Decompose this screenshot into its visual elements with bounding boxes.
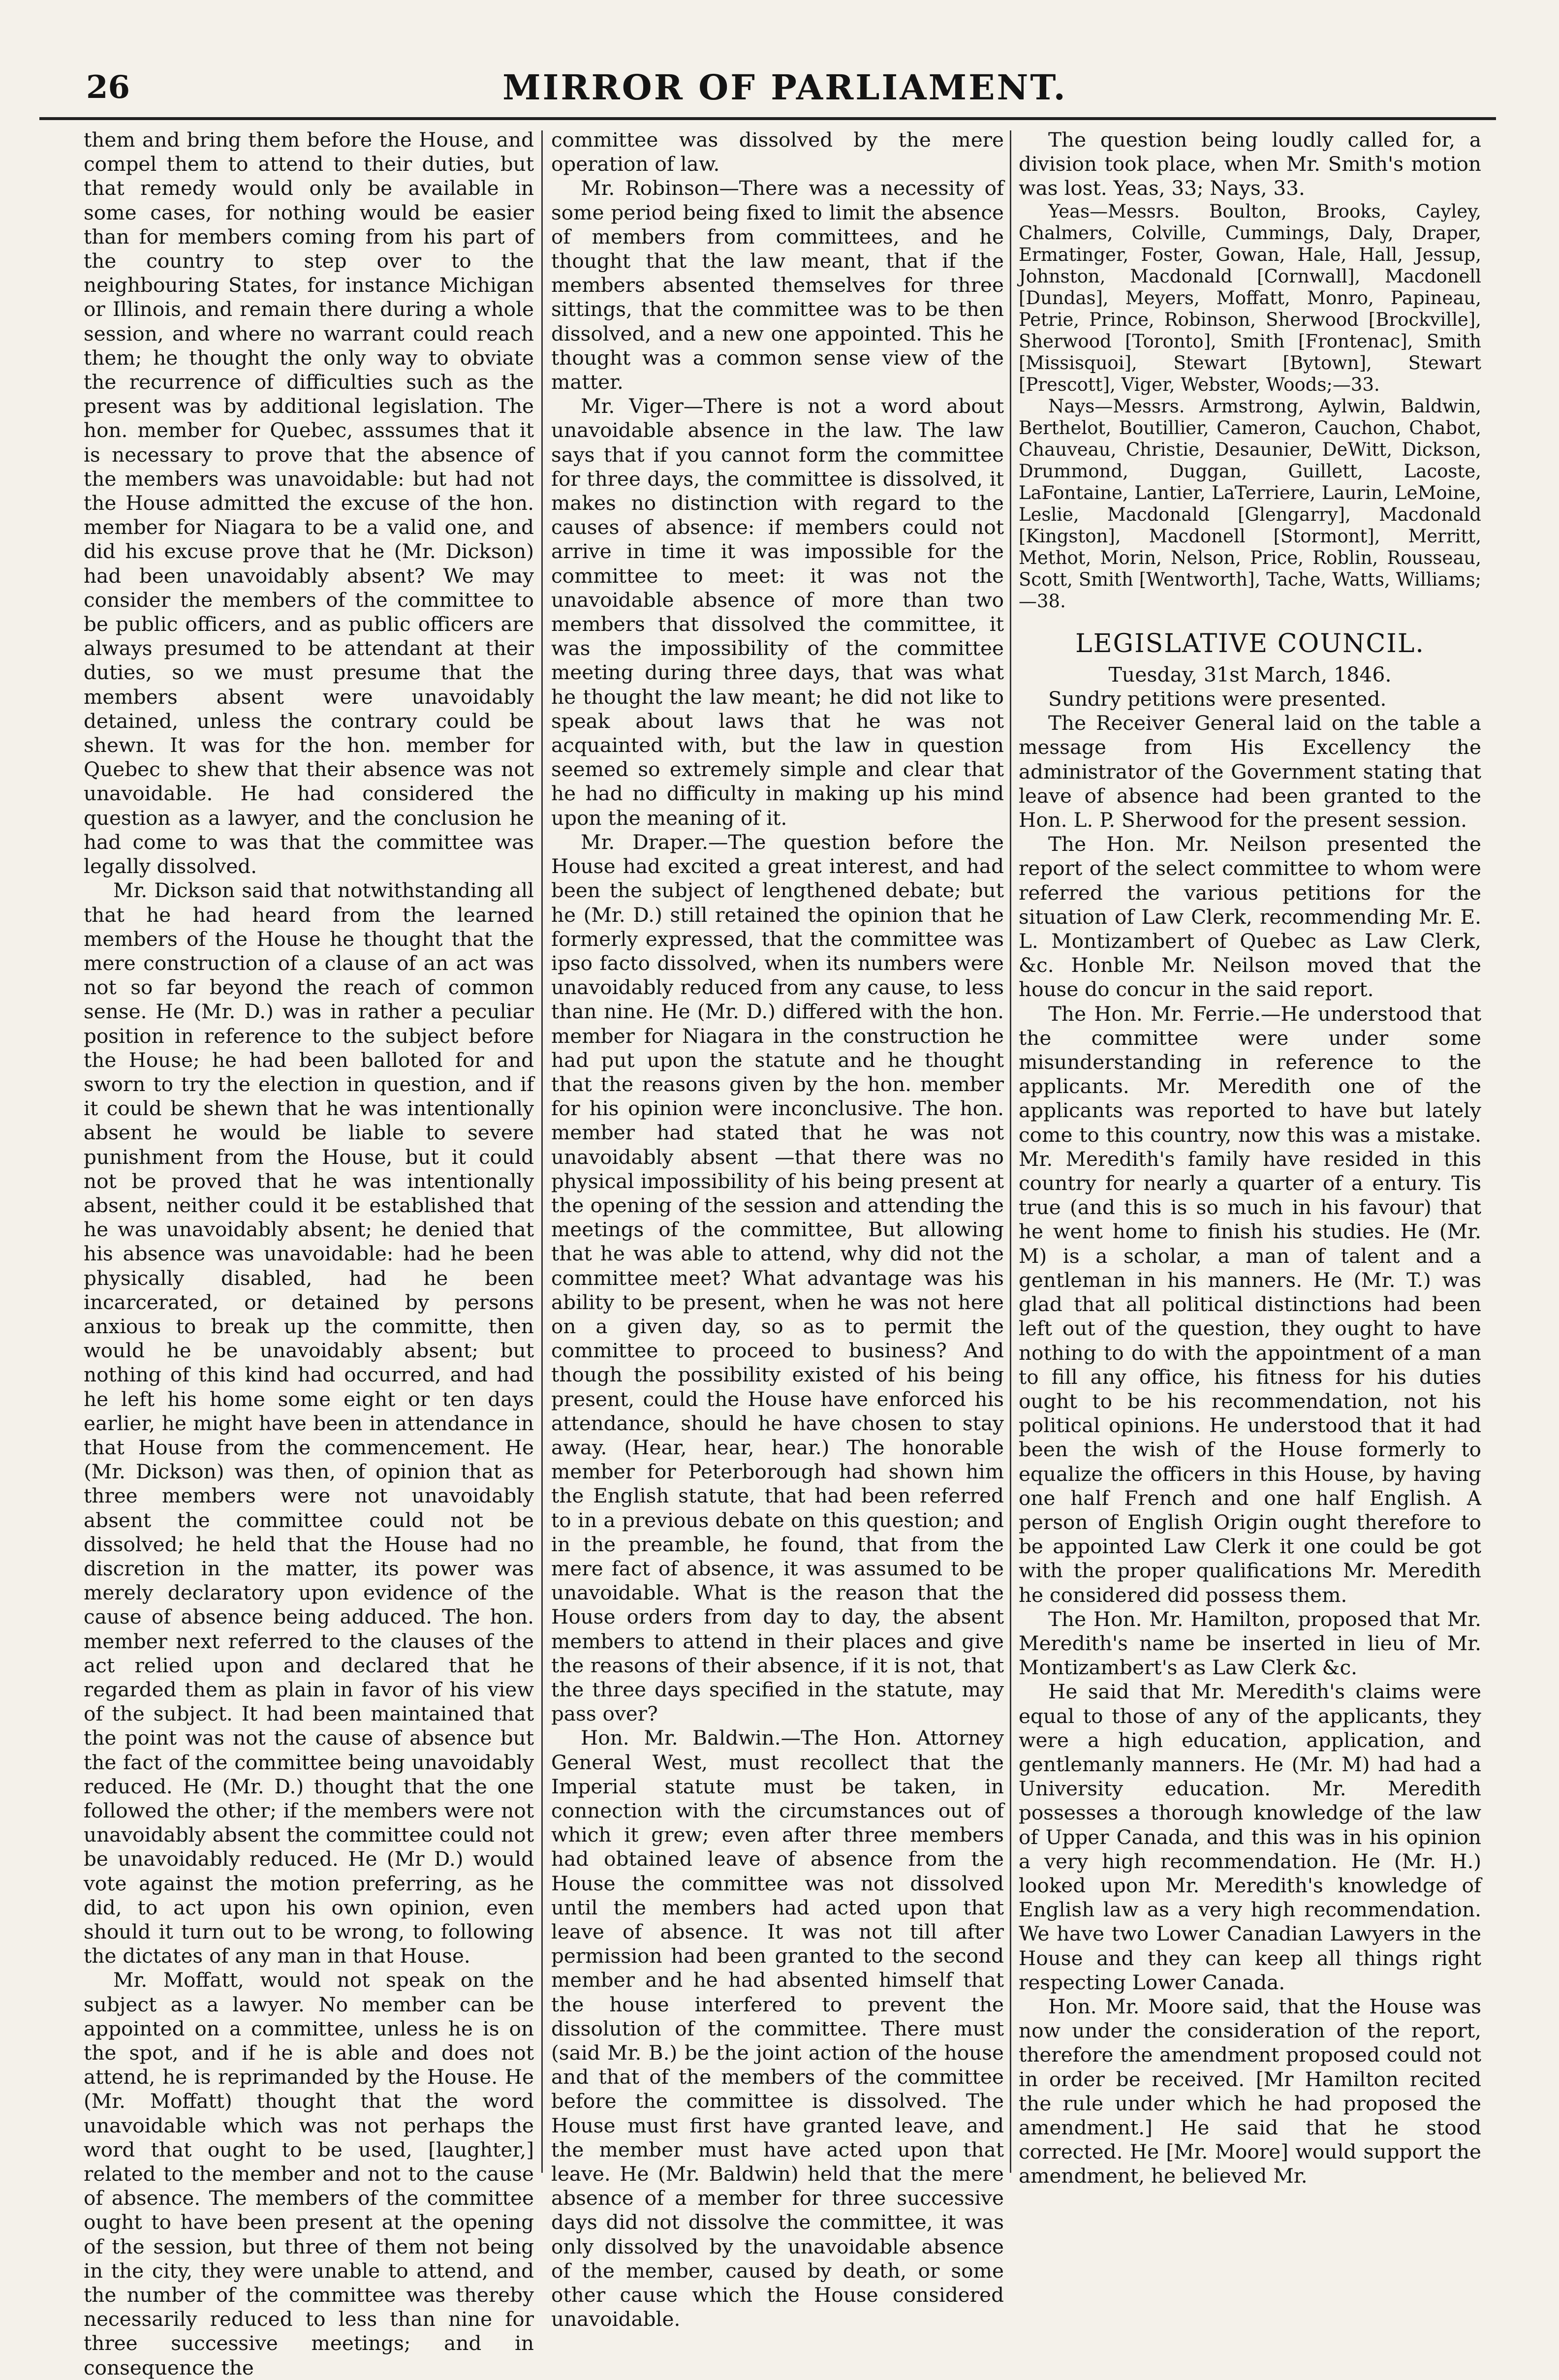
paragraph: Sundry petitions were presented. [1048, 687, 1387, 711]
paragraph: committee was dissolved by the mere operation of law. [551, 128, 1004, 176]
paragraph: The question being loudly called for, a division took place, when Mr. Smith's motion was lost. Yeas, 33; Nays, 33. [1019, 128, 1481, 200]
page-title: MIRROR OF PARLIAMENT. [502, 67, 1067, 108]
column-1 [84, 128, 534, 2380]
page-header [47, 64, 1523, 123]
paragraph: The Hon. Mr. Hamilton, proposed that Mr. Meredith's name be inserted in lieu of Mr. Montizambert's as Law Clerk &c. [1019, 1607, 1481, 1680]
paragraph: He said that Mr. Meredith's claims were equal to those of any of the applicants, they were a high education, application, and gentlemanly manners. He (Mr. M) had had a University education. Mr. Meredith possesses a thorough knowledge of the law of Upper Canada, and this was in his opinion a very high recommendation. He (Mr. H.) looked upon Mr. Meredith's knowledge of English law as a very high recommendation. We have two Lower Canadian Lawyers in the House and they can keep all things right respecting Lower Canada. [1019, 1680, 1481, 1994]
paragraph: Mr. Robinson—There was a necessity of some period being fixed to limit the absence of members from committees, and he thought that the law meant, that if the members absented themselves for three sittings, that the committee was to be then dissolved, and a new one appointed. This he thought was a common sense view of the matter. [551, 176, 1004, 394]
section-heading: LEGISLATIVE COUNCIL. [1075, 628, 1425, 658]
paragraph: Hon. Mr. Baldwin.—The Hon. Attorney General West, must recollect that the Imperial statute must be taken, in connection with the circumstances out of which it grew; even after three members had obtained leave of absence from the House the committee was not dissolved until the members had acted upon that leave of absence. It was not till after permission had been granted to the second member and he had absented himself that the house interfered to prevent the dissolution of the committee. There must (said Mr. B.) be the joint action of the house and that of the members of the committee before the committee is dissolved. The House must first have granted leave, and the member must have acted upon that leave. He (Mr. Baldwin) held that the mere absence of a member for three successive days did not dissolve the committee, it was only dissolved by the unavoidable absence of the member, caused by death, or some other cause which the House considered unavoidable. [551, 1726, 1004, 2331]
paragraph: The Hon. Mr. Ferrie.—He understood that the committee were under some misunderstanding in reference to the applicants. Mr. Meredith one of the applicants was reported to have but lately come to this country, now this was a mistake. Mr. Meredith's family have resided in this country for nearly a quarter of a entury. Tis true (and this is so much in his favour) that he went home to finish his studies. He (Mr. M) is a scholar, a man of talent and a gentleman in his manners. He (Mr. T.) was glad that all political distinctions had been left out of the question, they ought to have nothing to do with the appointment of a man to fill any office, his fitness for his duties ought to be his recommendation, not his political opinions. He understood that it had been the wish of the House formerly to equalize the officers in this House, by having one half French and one half English. A person of English Origin ought therefore to be appointed Law Clerk it one could be got with the proper qualifications Mr. Meredith he considered did possess them. [1019, 1002, 1481, 1607]
column-divider [1010, 130, 1011, 2173]
paragraph: them and bring them before the House, and compel them to attend to their duties, but that remedy would only be available in some cases, for nothing would be easier than for members coming from his part of the country to step over to the neighbouring States, for instance Michigan or Illinois, and remain there during a whole session, and where no warrant could reach them; he thought the only way to obviate the recurrence of difficulties such as the present was by additional legislation. The hon. member for Quebec, asssumes that it is necessary to prove that the absence of the members was unavoidable: but had not the House admitted the excuse of the hon. member for Niagara to be a valid one, and did his excuse prove that he (Mr. Dickson) had been unavoidably absent? We may consider the members of the committee to be public officers, and as public officers are always presumed to be attendant at their duties, so we must presume that the members absent were unavoidably detained, unless the contrary could be shewn. It was for the hon. member for Quebec to shew that their absence was not unavoidable. He had considered the question as a lawyer, and the conclusion he had come to was that the committee was legally dissolved. [84, 128, 534, 878]
yeas-list: Yeas—Messrs. Boulton, Brooks, Cayley, Chalmers, Colville, Cummings, Daly, Draper, Ermatinger, Foster, Gowan, Hale, Hall, Jessup, Johnston, Macdonald [Cornwall], Macdonell [Dundas], Meyers, Moffatt, Monro, Papineau, Petrie, Prince, Robinson, Sherwood [Brockville], Sherwood [Toronto], Smith [Frontenac], Smith [Missisquoi], Stewart [Bytown], Stewart [Prescott], Viger, Webster, Woods;—33. [1019, 200, 1481, 395]
date-line: Tuesday, 31st March, 1846. [1108, 662, 1392, 687]
paragraph: Mr. Viger—There is not a word about unavoidable absence in the law. The law says that if you cannot form the committee for three days, the committee is dissolved, it makes no distinction with regard to the causes of absence: if members could not arrive in time it was impossible for the committee to meet: it was not the unavoidable absence of more than two members that dissolved the committee, it was the impossibility of the committee meeting during three days, that was what he thought the law meant; he did not like to speak about laws that he was not acquainted with, but the law in question seemed so extremely simple and clear that he had no difficulty in making up his mind upon the meaning of it. [551, 394, 1004, 830]
page-number: 26 [86, 69, 130, 106]
header-rule [39, 117, 1496, 120]
paragraph: Mr. Dickson said that notwithstanding all that he had heard from the learned members of the House he thought that the mere construction of a clause of an act was not so far beyond the reach of common sense. He (Mr. D.) was in rather a peculiar position in reference to the subject before the House; he had been balloted for and sworn to try the election in question, and if it could be shewn that he was intentionally absent he would be liable to severe punishment from the House, but it could not be proved that he was intentionally absent, neither could it be established that he was unavoidably absent; he denied that his absence was unavoidable: had he been physically disabled, had he been incarcerated, or detained by persons anxious to break up the committe, then would he be unavoidably absent; but nothing of this kind had occurred, and had he left his home some eight or ten days earlier, he might have been in attendance in that House from the commencement. He (Mr. Dickson) was then, of opinion that as three members were not unavoidably absent the committee could not be dissolved; he held that the House had no discretion in the matter, its power was merely declaratory upon evidence of the cause of absence being adduced. The hon. member next referred to the clauses of the act relied upon and declared that he regarded them as plain in favor of his view of the subject. It had been maintained that the point was not the cause of absence but the fact of the committee being unavoidably reduced. He (Mr. D.) thought that the one followed the other; if the members were not unavoidably absent the committee could not be unavoidably reduced. He (Mr D.) would vote against the motion preferring, as he did, to act upon his own opinion, even should it turn out to be wrong, to following the dictates of any man in that House. [84, 878, 534, 1968]
column-3 [1019, 128, 1481, 2188]
column-2 [551, 128, 1004, 2331]
paragraph: Hon. Mr. Moore said, that the House was now under the consideration of the report, therefore the amendment proposed could not in order be received. [Mr Hamilton recited the rule under which he had proposed the amendment.] He said that he stood corrected. He [Mr. Moore] would support the amendment, he believed Mr. [1019, 1994, 1481, 2188]
paragraph: The Receiver General laid on the table a message from His Excellency the administrator of the Government stating that leave of absence had been granted to the Hon. L. P. Sherwood for the present session. [1019, 711, 1481, 832]
column-divider [541, 130, 543, 2173]
paragraph: The Hon. Mr. Neilson presented the report of the select committee to whom were referred the various petitions for the situation of Law Clerk, recommending Mr. E. L. Montizambert of Quebec as Law Clerk, &c. Honble Mr. Neilson moved that the house do concur in the said report. [1019, 832, 1481, 1002]
paragraph: Mr. Draper.—The question before the House had excited a great interest, and had been the subject of lengthened debate; but he (Mr. D.) still retained the opinion that he formerly expressed, that the committee was ipso facto dissolved, when its numbers were unavoidably reduced from any cause, to less than nine. He (Mr. D.) differed with the hon. member for Niagara in the construction he had put upon the statute and he thought that the reasons given by the hon. member for his opinion were inconclusive. The hon. member had stated that he was not unavoidably absent —that there was no physical impossibility of his being present at the opening of the session and attending the meetings of the committee, But allowing that he was able to attend, why did not the committee meet? What advantage was his ability to be present, when he was not here on a given day, so as to permit the committee to proceed to business? And though the possibility existed of his being present, could the House have enforced his attendance, should he have chosen to stay away. (Hear, hear, hear.) The honorable member for Peterborough had shown him the English statute, that had been referred to in a previous debate on this question; and in the preamble, he found, that from the mere fact of absence, it was assumed to be unavoidable. What is the reason that the House orders from day to day, the absent members to attend in their places and give the reasons of their absence, if it is not, that the three days specified in the statute, may pass over? [551, 830, 1004, 1726]
paragraph: Mr. Moffatt, would not speak on the subject as a lawyer. No member can be appointed on a committee, unless he is on the spot, and if he is able and does not attend, he is reprimanded by the House. He (Mr. Moffatt) thought that the word unavoidable which was not perhaps the word that ought to be used, [laughter,] related to the member and not to the cause of absence. The members of the committee ought to have been present at the opening of the session, but three of them not being in the city, they were unable to attend, and the number of the committee was thereby necessarily reduced to less than nine for three successive meetings; and in consequence the [84, 1968, 534, 2380]
nays-list: Nays—Messrs. Armstrong, Aylwin, Baldwin, Berthelot, Boutillier, Cameron, Cauchon, Chabot, Chauveau, Christie, Desaunier, DeWitt, Dickson, Drummond, Duggan, Guillett, Lacoste, LaFontaine, Lantier, LaTerriere, Laurin, LeMoine, Leslie, Macdonald [Glengarry], Macdonald [Kingston], Macdonell [Stormont], Merritt, Methot, Morin, Nelson, Price, Roblin, Rousseau, Scott, Smith [Wentworth], Tache, Watts, Williams;—38. [1019, 395, 1481, 612]
